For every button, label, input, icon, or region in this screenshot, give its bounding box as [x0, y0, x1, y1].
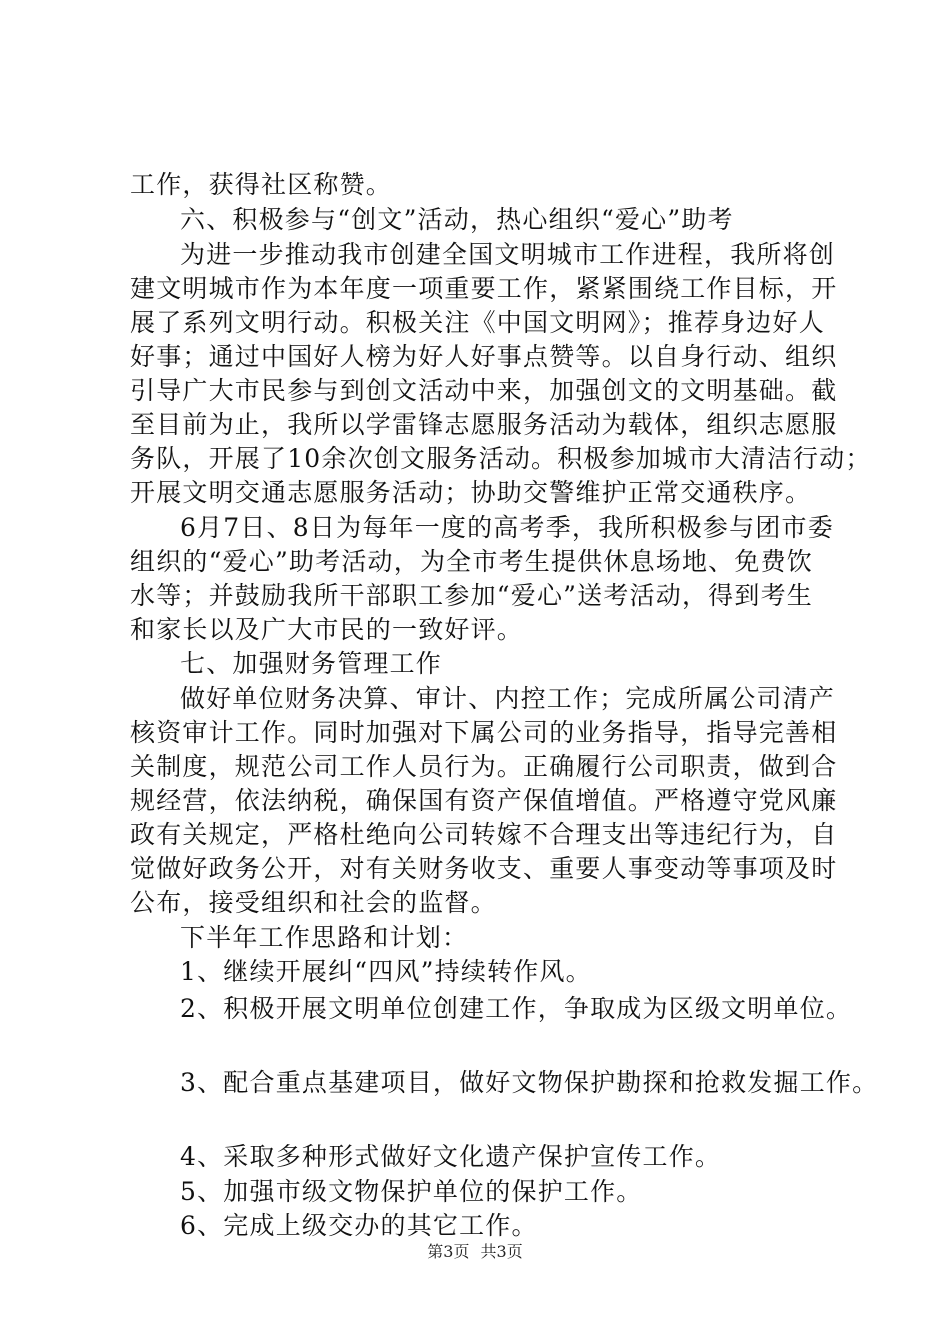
- paragraph-line: 组织的“爱心”助考活动，为全市考生提供休息场地、免费饮: [130, 547, 813, 576]
- section-heading: 下半年工作思路和计划：: [180, 923, 469, 952]
- plan-item: 1、继续开展纠“四风”持续转作风。: [180, 957, 592, 986]
- paragraph-line: 政有关规定，严格杜绝向公司转嫁不合理支出等违纪行为，自: [130, 820, 838, 849]
- page-number: 第3页: [427, 1242, 470, 1261]
- page-footer: [0, 1241, 950, 1263]
- paragraph-line: 为进一步推动我市创建全国文明城市工作进程，我所将创: [180, 240, 836, 269]
- paragraph-line: 工作，获得社区称赞。: [130, 170, 393, 199]
- paragraph-line: 建文明城市作为本年度一项重要工作，紧紧围绕工作目标，开: [130, 274, 838, 303]
- paragraph-line: 6月7日、8日为每年一度的高考季，我所积极参与团市委: [180, 513, 834, 542]
- paragraph-line: 引导广大市民参与到创文活动中来，加强创文的文明基础。截: [130, 376, 838, 405]
- paragraph-line: 规经营，依法纳税，确保国有资产保值增值。严格遵守党风廉: [130, 786, 838, 815]
- paragraph-line: 核资审计工作。同时加强对下属公司的业务指导，指导完善相: [130, 718, 838, 747]
- paragraph-line: 做好单位财务决算、审计、内控工作；完成所属公司清产: [180, 684, 836, 713]
- paragraph-line: 公布，接受组织和社会的监督。: [130, 888, 497, 917]
- paragraph-line: 关制度，规范公司工作人员行为。正确履行公司职责，做到合: [130, 752, 838, 781]
- paragraph-line: 和家长以及广大市民的一致好评。: [130, 615, 524, 644]
- paragraph-line: 觉做好政务公开，对有关财务收支、重要人事变动等事项及时: [130, 854, 838, 883]
- paragraph-line: 水等；并鼓励我所干部职工参加“爱心”送考活动，得到考生: [130, 581, 813, 610]
- paragraph-line: 至目前为止，我所以学雷锋志愿服务活动为载体，组织志愿服: [130, 410, 838, 439]
- plan-item: 2、积极开展文明单位创建工作，争取成为区级文明单位。: [180, 994, 853, 1023]
- page-total: 共3页: [480, 1242, 523, 1261]
- plan-item: 6、完成上级交办的其它工作。: [180, 1211, 538, 1240]
- section-heading: 六、积极参与“创文”活动，热心组织“爱心”助考: [180, 205, 734, 234]
- section-heading: 七、加强财务管理工作: [180, 649, 443, 678]
- plan-item: 3、配合重点基建项目，做好文物保护勘探和抢救发掘工作。: [180, 1068, 879, 1097]
- plan-item: 4、采取多种形式做好文化遗产保护宣传工作。: [180, 1142, 722, 1171]
- paragraph-line: 展了系列文明行动。积极关注《中国文明网》；推荐身边好人: [130, 308, 825, 337]
- paragraph-line: 好事；通过中国好人榜为好人好事点赞等。以自身行动、组织: [130, 342, 838, 371]
- plan-item: 5、加强市级文物保护单位的保护工作。: [180, 1177, 643, 1206]
- paragraph-line: 务队，开展了10余次创文服务活动。积极参加城市大清洁行动；: [130, 444, 872, 473]
- paragraph-line: 开展文明交通志愿服务活动；协助交警维护正常交通秩序。: [130, 478, 812, 507]
